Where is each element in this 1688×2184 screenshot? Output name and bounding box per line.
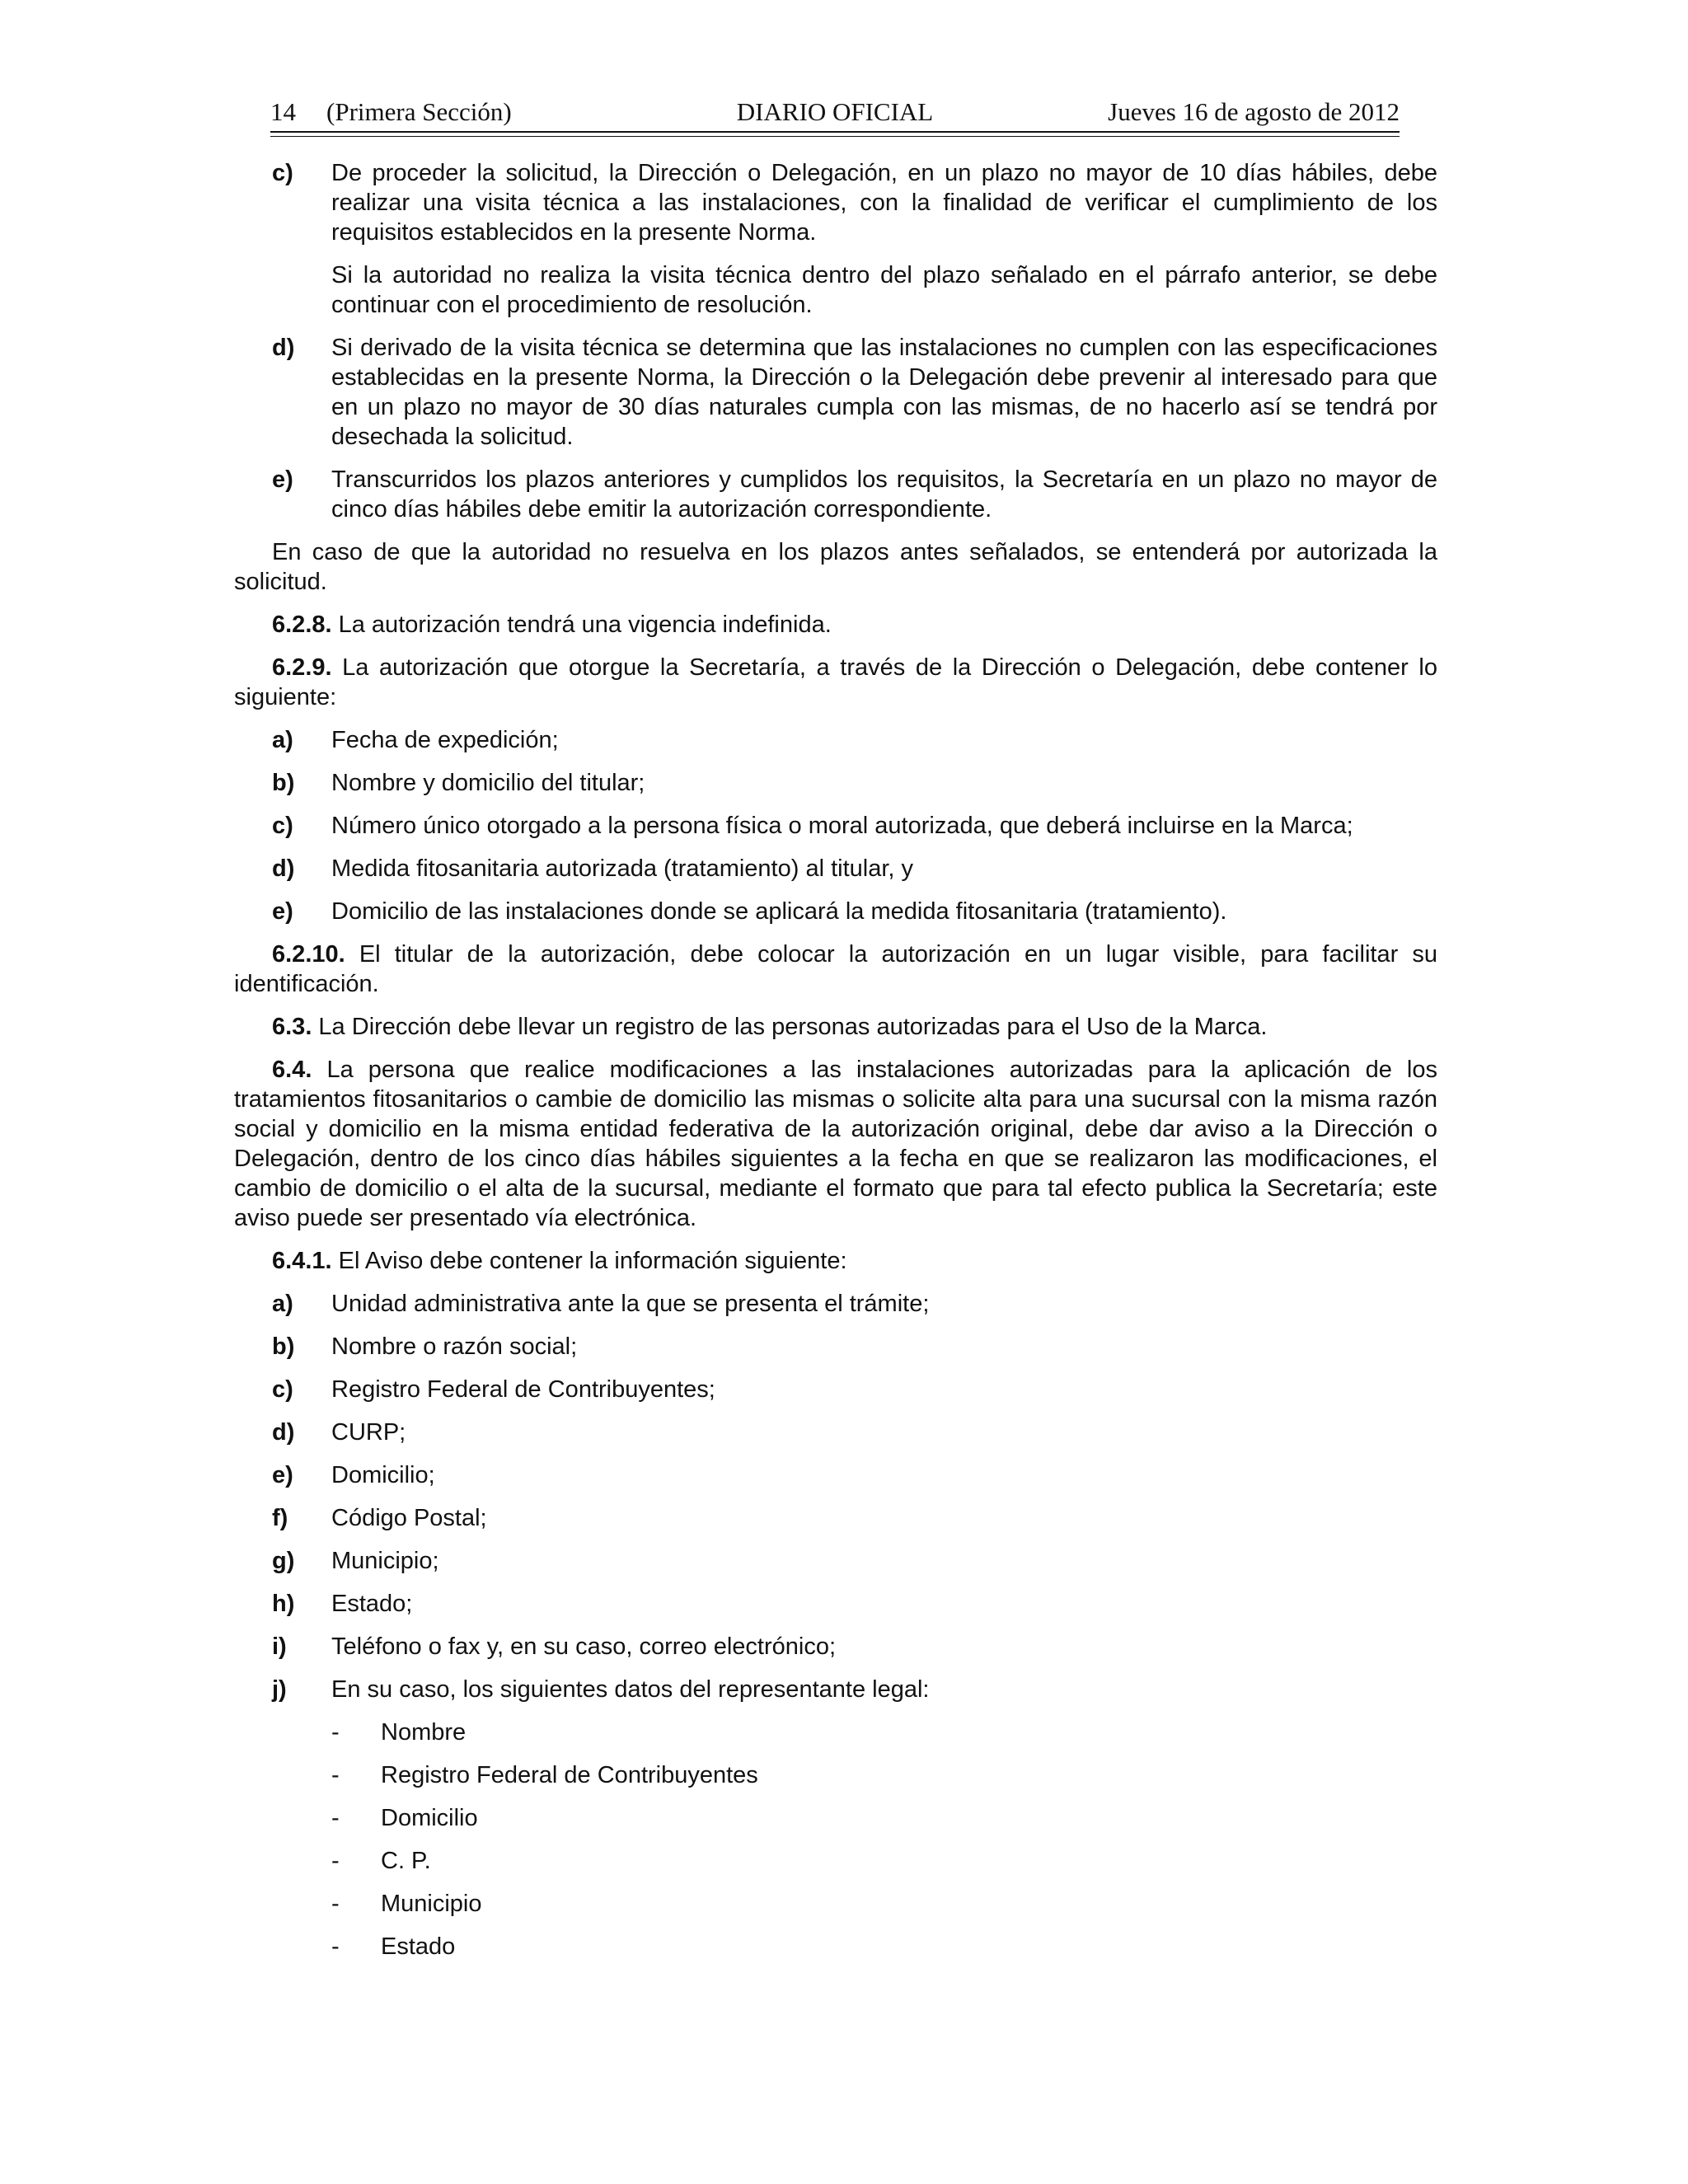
dash-item — [234, 1889, 1437, 1919]
dash-item — [234, 1932, 1437, 1961]
item-text: Transcurridos los plazos anteriores y cumplidos los requisitos, la Secretaría en un plazo no mayor de cinco días hábiles debe emitir la autorización correspondiente. — [331, 466, 1437, 523]
item-label: g) — [272, 1548, 295, 1574]
page-number: 14 — [270, 97, 296, 126]
section-label: (Primera Sección) — [326, 97, 512, 126]
list-item — [234, 1632, 1437, 1661]
section-text: El titular de la autorización, debe colocar la autorización en un lugar visible, para facilitar su identificación. — [234, 941, 1437, 997]
item-label: d) — [272, 1419, 295, 1446]
header-rule-thick — [270, 131, 1400, 133]
publication-date: Jueves 16 de agosto de 2012 — [1108, 97, 1400, 126]
section-6-2-8 — [234, 610, 1437, 640]
dash-text: Estado — [381, 1933, 456, 1960]
section-text: La autorización que otorgue la Secretaría, a través de la Dirección o Delegación, debe contener lo siguiente: — [234, 654, 1437, 710]
section-6-4 — [234, 1055, 1437, 1233]
section-6-2-9 — [234, 653, 1437, 712]
dash-symbol: - — [331, 1762, 340, 1788]
item-text: Domicilio de las instalaciones donde se aplicará la medida fitosanitaria (tratamiento). — [331, 898, 1227, 925]
document-body — [234, 158, 1437, 1975]
item-label: d) — [272, 855, 295, 882]
dash-text: Domicilio — [381, 1805, 478, 1831]
item-continuation: Si la autoridad no realiza la visita técnica dentro del plazo señalado en el párrafo anterior, se debe continuar con el procedimiento de resolución. — [331, 262, 1437, 318]
dash-text: Nombre — [381, 1719, 467, 1746]
item-text: Domicilio; — [331, 1462, 435, 1488]
section-6-2-10 — [234, 940, 1437, 999]
dash-item — [234, 1846, 1437, 1876]
item-label: c) — [272, 160, 293, 186]
list-item — [234, 333, 1437, 452]
section-text: La persona que realice modificaciones a las instalaciones autorizadas para la aplicación de los tratamientos fitosanitarios o cambie de domicilio las mismas o solicite alta para una sucursal con la misma razón social y domicilio en la misma entidad federativa de la autorización original, debe dar aviso a la Dirección o Delegación, dentro de los cinco días hábiles siguientes a la fecha en que se realizaron las modificaciones, el cambio de domicilio o el alta de la sucursal, mediante el formato que para tal efecto publica la Secretaría; este aviso puede ser presentado vía electrónica. — [234, 1057, 1437, 1231]
item-text: Si derivado de la visita técnica se determina que las instalaciones no cumplen con las especificaciones establecidas en la presente Norma, la Dirección o la Delegación debe prevenir al interesado para que en un plazo no mayor de 30 días naturales cumpla con las mismas, de no hacerlo así se tendrá por desechada la solicitud. — [331, 335, 1437, 450]
section-text: La Dirección debe llevar un registro de las personas autorizadas para el Uso de la Marca. — [312, 1014, 1268, 1040]
item-text: Teléfono o fax y, en su caso, correo electrónico; — [331, 1633, 837, 1660]
section-6-4-1 — [234, 1246, 1437, 1276]
item-label: e) — [272, 466, 293, 493]
list-item — [234, 768, 1437, 798]
item-label: a) — [272, 1291, 293, 1317]
section-number: 6.2.10. — [272, 941, 345, 968]
list-item — [234, 1503, 1437, 1533]
list-item — [234, 811, 1437, 841]
item-text: Fecha de expedición; — [331, 727, 559, 753]
item-text: Unidad administrativa ante la que se presenta el trámite; — [331, 1291, 930, 1317]
section-number: 6.4. — [272, 1057, 312, 1083]
dash-symbol: - — [331, 1805, 340, 1831]
item-label: f) — [272, 1505, 288, 1531]
item-label: c) — [272, 813, 293, 839]
page-header — [270, 97, 1400, 132]
list-item — [234, 1546, 1437, 1576]
list-item — [234, 1460, 1437, 1490]
list-item — [234, 1375, 1437, 1404]
section-text: La autorización tendrá una vigencia indefinida. — [331, 612, 832, 638]
item-label: b) — [272, 1333, 295, 1360]
dash-item — [234, 1718, 1437, 1747]
dash-symbol: - — [331, 1933, 340, 1960]
dash-text: Registro Federal de Contribuyentes — [381, 1762, 758, 1788]
item-text: Municipio; — [331, 1548, 439, 1574]
item-text: Número único otorgado a la persona física o moral autorizada, que deberá incluirse en la Marca; — [331, 813, 1353, 839]
item-label: a) — [272, 727, 293, 753]
dash-text: C. P. — [381, 1848, 431, 1874]
dash-symbol: - — [331, 1719, 340, 1746]
dash-symbol: - — [331, 1848, 340, 1874]
section-6-3 — [234, 1012, 1437, 1042]
list-item — [234, 1675, 1437, 1704]
paragraph-plazos: En caso de que la autoridad no resuelva en los plazos antes señalados, se entenderá por autorizada la solicitud. — [234, 539, 1437, 595]
dash-item — [234, 1803, 1437, 1833]
item-text: En su caso, los siguientes datos del representante legal: — [331, 1676, 930, 1703]
dash-item — [234, 1760, 1437, 1790]
item-text: Código Postal; — [331, 1505, 487, 1531]
item-text: Registro Federal de Contribuyentes; — [331, 1376, 715, 1403]
item-label: c) — [272, 1376, 293, 1403]
section-text: El Aviso debe contener la información siguiente: — [331, 1248, 847, 1274]
list-item — [234, 897, 1437, 926]
section-number: 6.4.1. — [272, 1248, 332, 1274]
item-label: d) — [272, 335, 295, 361]
item-label: e) — [272, 898, 293, 925]
dash-text: Municipio — [381, 1891, 482, 1917]
list-item — [234, 1332, 1437, 1361]
list-item — [234, 1289, 1437, 1319]
publication-title: DIARIO OFICIAL — [736, 97, 934, 126]
item-label: i) — [272, 1633, 287, 1660]
section-number: 6.2.8. — [272, 612, 332, 638]
item-text: Nombre o razón social; — [331, 1333, 578, 1360]
list-item — [234, 1418, 1437, 1447]
list-item — [234, 725, 1437, 755]
item-text: De proceder la solicitud, la Dirección o Delegación, en un plazo no mayor de 10 días hábiles, debe realizar una visita técnica a las instalaciones, con la finalidad de verificar el cumplimiento de los requisitos establecidos en la presente Norma. — [331, 160, 1437, 246]
dash-symbol: - — [331, 1891, 340, 1917]
list-item — [234, 465, 1437, 524]
item-label: h) — [272, 1591, 295, 1617]
item-text: Estado; — [331, 1591, 413, 1617]
list-item — [234, 854, 1437, 883]
list-item — [234, 1589, 1437, 1619]
item-label: e) — [272, 1462, 293, 1488]
list-item — [234, 158, 1437, 247]
item-label: j) — [272, 1676, 287, 1703]
item-text: CURP; — [331, 1419, 406, 1446]
section-number: 6.2.9. — [272, 654, 332, 681]
section-number: 6.3. — [272, 1014, 312, 1040]
item-label: b) — [272, 770, 295, 796]
item-text: Nombre y domicilio del titular; — [331, 770, 645, 796]
item-text: Medida fitosanitaria autorizada (tratamiento) al titular, y — [331, 855, 914, 882]
header-rule-thin — [270, 136, 1400, 137]
